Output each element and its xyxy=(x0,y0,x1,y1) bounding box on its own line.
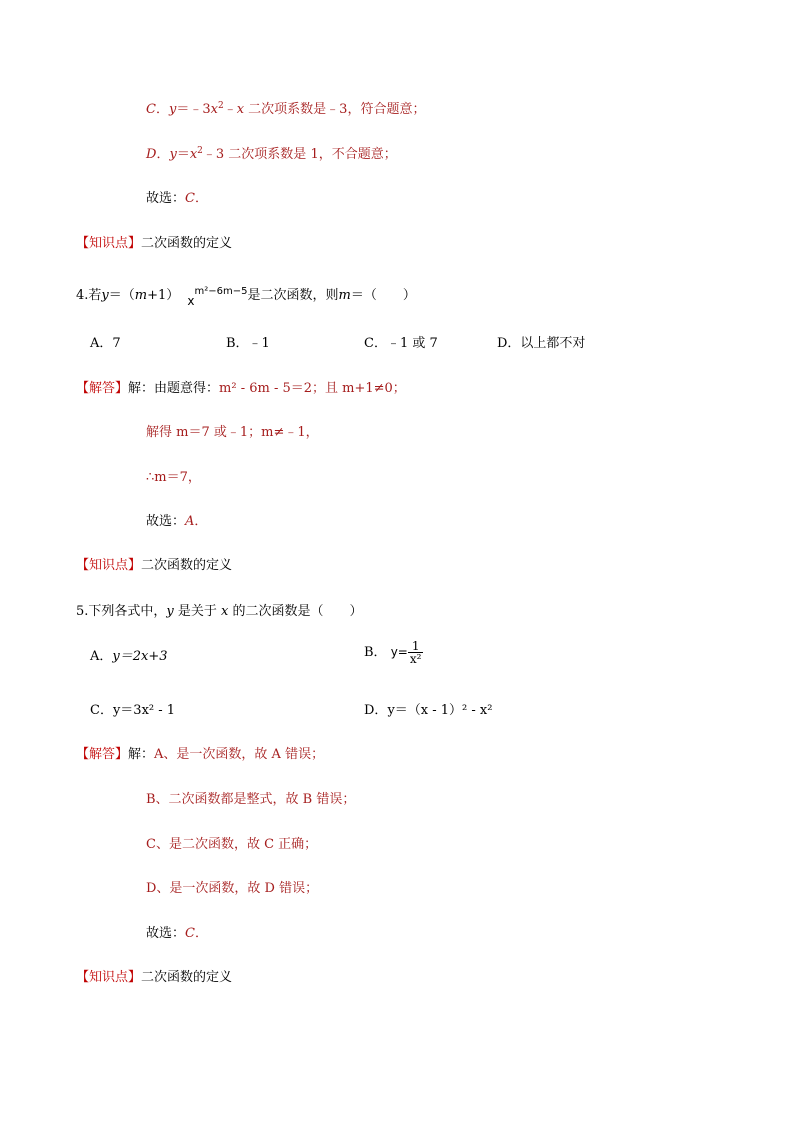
knowledge-text: 二次函数的定义 xyxy=(141,970,233,985)
eq: ＝（ xyxy=(108,288,135,303)
option-label: A． xyxy=(90,649,113,664)
choose-answer: A xyxy=(185,514,195,529)
answer-tag: 【解答】 xyxy=(76,381,129,396)
solution-prefix: 解：由题意得： xyxy=(128,381,220,396)
choose-answer: C xyxy=(185,191,195,206)
var-m: m xyxy=(338,288,351,303)
q5-answer-line-2: B、二次函数都是整式，故 B 错误； xyxy=(146,792,356,807)
q5-answer-line-3: C、是二次函数，故 C 正确； xyxy=(146,837,318,852)
numerator: 1 xyxy=(408,640,424,653)
var-y: y xyxy=(101,288,109,303)
q4-option-c: C．﹣1 或 7 xyxy=(364,336,438,351)
option-letter: C xyxy=(146,102,156,117)
prev-solution-option-d xyxy=(146,146,397,164)
var-y: y xyxy=(166,604,174,619)
knowledge-tag: 【知识点】 xyxy=(76,236,142,251)
exponent-expression: m²−6m−5 xyxy=(194,286,248,297)
q5-answer-line-1 xyxy=(76,746,324,764)
var-x: x xyxy=(210,102,218,117)
answer-blank: ＝（ ） xyxy=(350,288,416,303)
var-x: x xyxy=(221,604,229,619)
q4-answer-line-1 xyxy=(76,380,406,398)
knowledge-tag: 【知识点】 xyxy=(76,558,142,573)
minus: ﹣ xyxy=(223,102,237,117)
exponent: 2 xyxy=(197,146,203,156)
base-x: x xyxy=(187,294,195,308)
stem-mid: 是关于 xyxy=(173,604,222,619)
q5-option-a xyxy=(90,648,168,666)
q4-option-b: B．﹣1 xyxy=(226,336,270,351)
var-y: y xyxy=(169,147,177,162)
period: ． xyxy=(194,514,208,529)
q5-option-c xyxy=(90,702,175,720)
solution-prefix: 解： xyxy=(128,747,155,762)
option-label: D． xyxy=(364,703,388,718)
period: ． xyxy=(194,191,208,206)
option-y: y= xyxy=(390,645,408,659)
var-x: x xyxy=(236,102,245,117)
knowledge-text: 二次函数的定义 xyxy=(141,558,233,573)
stem-text: 的二次函数是（ ） xyxy=(228,604,363,619)
sep: ． xyxy=(155,102,169,117)
answer-tag: 【解答】 xyxy=(76,747,129,762)
prev-solution-choose xyxy=(146,190,208,208)
q4-option-a: A．7 xyxy=(90,336,121,351)
knowledge-point-3 xyxy=(76,969,232,987)
question-5-stem xyxy=(76,603,363,621)
solution-step: A、是一次函数，故 A 错误； xyxy=(154,747,325,762)
option-expression: y＝2x+3 xyxy=(112,649,168,664)
option-expression: y＝3x² - 1 xyxy=(112,703,176,718)
stem-text: 是二次函数，则 xyxy=(247,288,339,303)
option-label: B． xyxy=(364,645,387,660)
knowledge-point-2 xyxy=(76,557,232,575)
prev-solution-option-c xyxy=(146,101,425,119)
var-y: y xyxy=(168,102,177,117)
explanation: 二次项系数是﹣3，符合题意； xyxy=(244,102,426,117)
knowledge-text: 二次函数的定义 xyxy=(141,236,233,251)
var-x: x xyxy=(189,147,198,162)
option-letter: D xyxy=(146,147,157,162)
choose-answer: C xyxy=(185,926,195,941)
q4-number: 4.若 xyxy=(76,288,102,303)
eq: ＝ xyxy=(176,147,190,162)
knowledge-point-1 xyxy=(76,235,232,253)
q4-answer-line-3: ∴m＝7， xyxy=(146,470,201,485)
q5-answer-line-4: D、是一次函数，故 D 错误； xyxy=(146,881,319,896)
q5-option-b xyxy=(364,640,423,665)
knowledge-tag: 【知识点】 xyxy=(76,970,142,985)
denominator: x² xyxy=(409,652,422,666)
solution-equation: m² - 6m - 5＝2；且 m+1≠0； xyxy=(219,381,406,396)
eq: ＝﹣3 xyxy=(176,102,211,117)
q5-number: 5.下列各式中， xyxy=(76,604,167,619)
fraction xyxy=(408,640,424,665)
choose-label: 故选： xyxy=(146,191,186,206)
q4-answer-line-2: 解得 m＝7 或﹣1；m≠﹣1， xyxy=(146,425,319,440)
var-m: m xyxy=(134,288,148,303)
plus-one: +1） xyxy=(147,288,180,303)
option-label: C． xyxy=(90,703,113,718)
q4-answer-choose xyxy=(146,513,207,531)
question-4-stem xyxy=(76,286,416,306)
option-expression: y＝（x - 1）² - x² xyxy=(387,703,493,718)
exponent: 2 xyxy=(217,101,224,111)
q4-option-d: D．以上都不对 xyxy=(497,336,586,351)
sep: ． xyxy=(156,147,170,162)
q5-option-d xyxy=(364,702,492,720)
explanation: ﹣3 二次项系数是 1，不合题意； xyxy=(202,147,397,162)
q5-answer-choose xyxy=(146,925,208,943)
period: ． xyxy=(194,926,208,941)
choose-label: 故选： xyxy=(146,926,186,941)
choose-label: 故选： xyxy=(146,514,186,529)
